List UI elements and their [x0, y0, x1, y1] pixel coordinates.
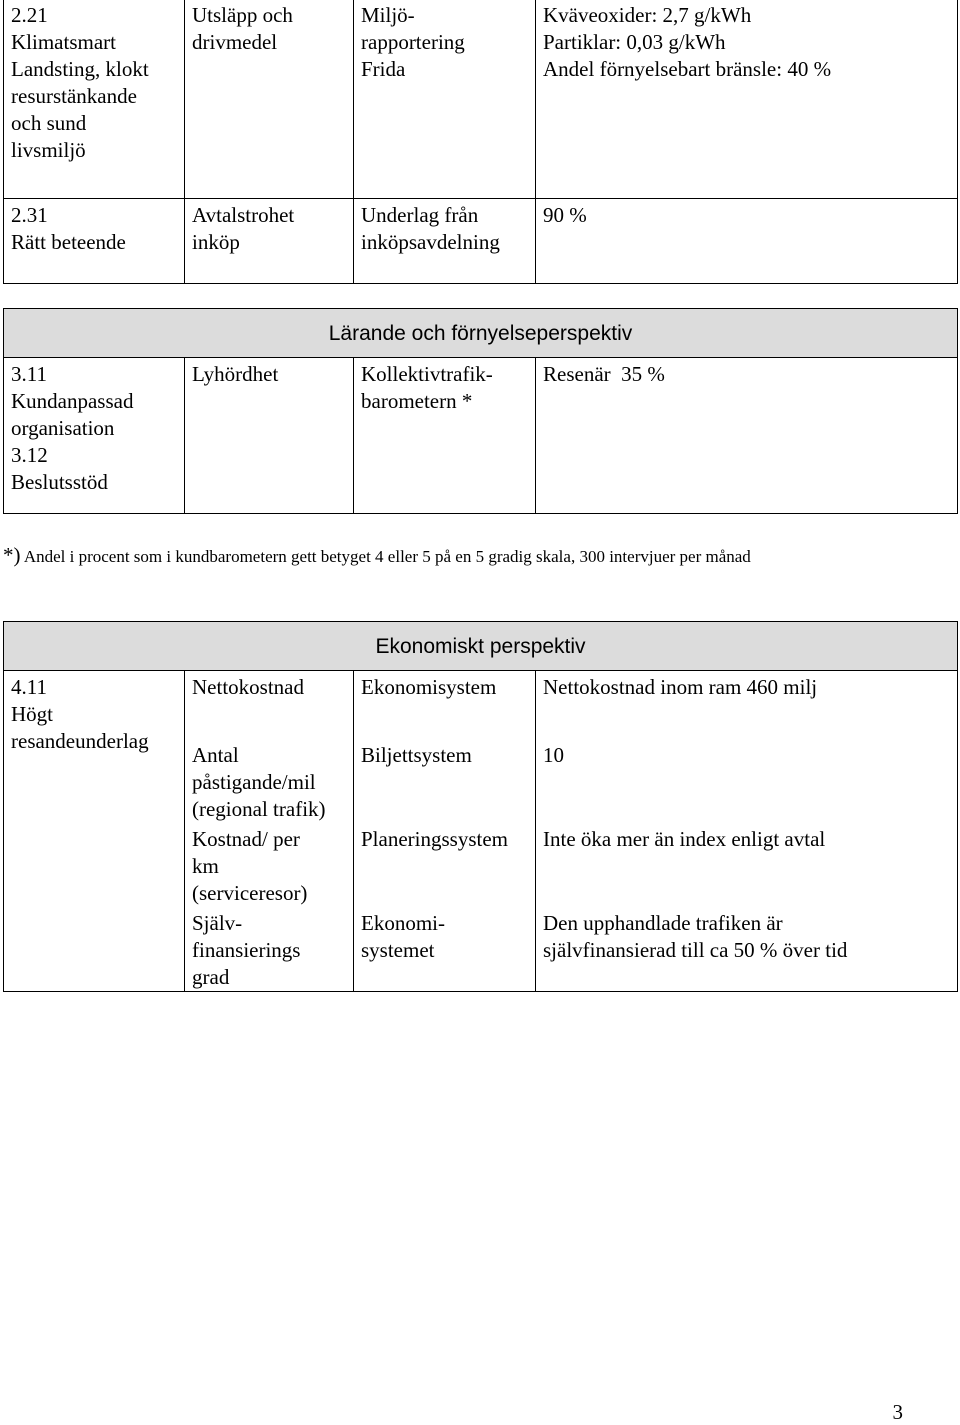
target-cell: 90 % — [536, 199, 958, 284]
indicator-cell: Kostnad/ per km (serviceresor) — [185, 823, 354, 907]
table-row — [4, 0, 958, 199]
section-header-learning: Lärande och förnyelseperspektiv — [4, 309, 958, 358]
footnote-text: Andel i procent som i kundbarometern gett betyget 4 eller 5 på en 5 gradig skala, 300 intervjuer per månad — [23, 547, 751, 566]
source-cell: Planeringssystem — [354, 823, 536, 907]
goal-cell: 3.11 Kundanpassad organisation 3.12 Beslutsstöd — [4, 358, 185, 514]
source-cell: Miljö- rapportering Frida — [354, 0, 536, 199]
indicator-cell: Själv- finansierings grad — [185, 907, 354, 992]
indicator-cell: Utsläpp och drivmedel — [185, 0, 354, 199]
target-cell: Inte öka mer än index enligt avtal — [536, 823, 958, 907]
table-row — [4, 199, 958, 284]
footnote-marker: *) — [3, 543, 21, 567]
target-cell: 10 — [536, 739, 958, 823]
goals-table-environment — [3, 0, 958, 284]
section-header-row — [4, 622, 958, 671]
section-header-row — [4, 309, 958, 358]
goal-cell: 2.31 Rätt beteende — [4, 199, 185, 284]
indicator-cell: Nettokostnad — [185, 671, 354, 739]
indicator-cell: Antal påstigande/mil (regional trafik) — [185, 739, 354, 823]
section-header-economic: Ekonomiskt perspektiv — [4, 622, 958, 671]
goals-table-learning — [3, 308, 958, 514]
source-cell: Ekonomi- systemet — [354, 907, 536, 992]
goal-cell: 2.21 Klimatsmart Landsting, klokt resurstänkande och sund livsmiljö — [4, 0, 185, 199]
table-row — [4, 671, 958, 739]
target-cell: Den upphandlade trafiken är självfinansierad till ca 50 % över tid — [536, 907, 958, 992]
target-cell: Resenär 35 % — [536, 358, 958, 514]
target-cell: Nettokostnad inom ram 460 milj — [536, 671, 958, 739]
table-row — [4, 358, 958, 514]
footnote — [3, 543, 751, 568]
goals-table-economic — [3, 621, 958, 992]
source-cell: Kollektivtrafik- barometern * — [354, 358, 536, 514]
target-cell: Kväveoxider: 2,7 g/kWh Partiklar: 0,03 g/kWh Andel förnyelsebart bränsle: 40 % — [536, 0, 958, 199]
goal-cell: 4.11 Högt resandeunderlag — [4, 671, 185, 992]
source-cell: Underlag från inköpsavdelning — [354, 199, 536, 284]
source-cell: Biljettsystem — [354, 739, 536, 823]
page-number: 3 — [892, 1400, 903, 1424]
source-cell: Ekonomisystem — [354, 671, 536, 739]
indicator-cell: Avtalstrohet inköp — [185, 199, 354, 284]
indicator-cell: Lyhördhet — [185, 358, 354, 514]
